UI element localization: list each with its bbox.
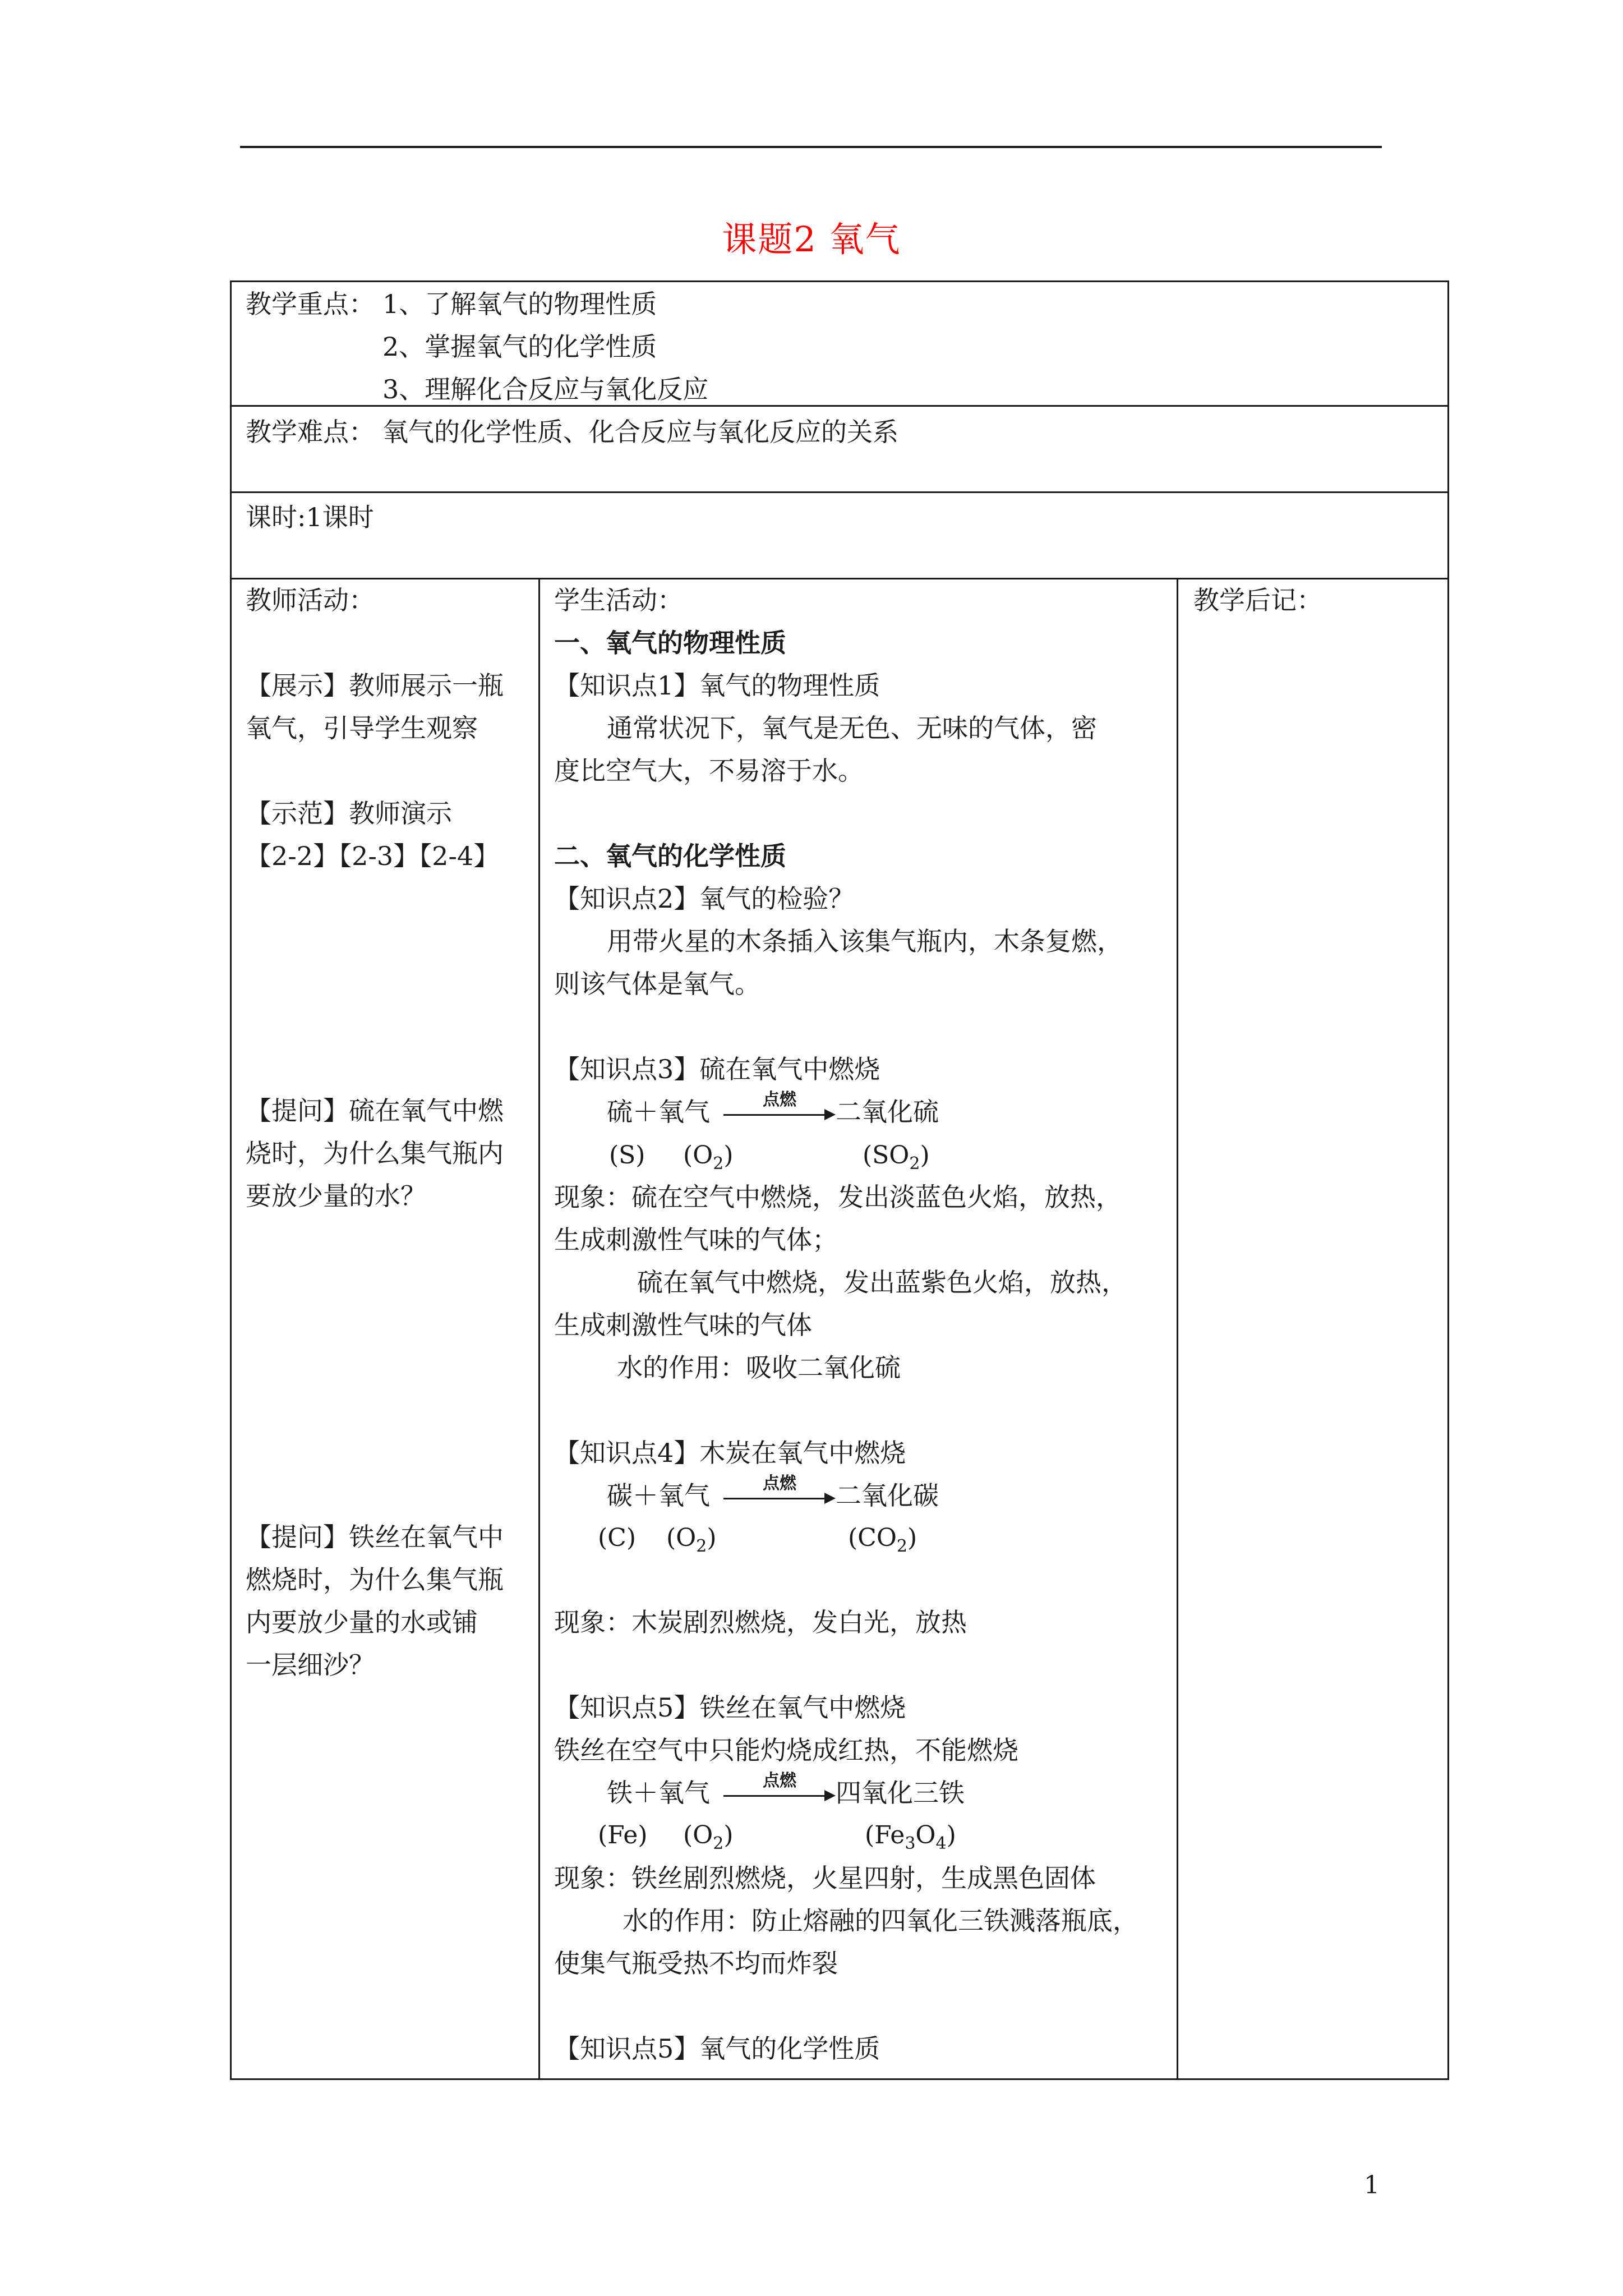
row-divider [230,578,1449,579]
content-line: 通常状况下，氧气是无色、无味的气体，密 [607,713,1097,743]
arrow-head-icon [824,1493,836,1504]
key-point-item: 3、理解化合反应与氧化反应 [382,374,709,404]
equation-reactants: 硫＋氧气 [607,1097,710,1127]
formula-sulfur: (S) [609,1141,645,1170]
duration: 课时:1课时 [246,502,374,532]
content-line: 度比空气大，不易溶于水。 [554,756,864,786]
equation-product: 二氧化碳 [836,1480,939,1511]
formula-iron: (Fe) [598,1821,648,1849]
reaction-condition: 点燃 [763,1090,796,1110]
section-heading: 二、氧气的化学性质 [554,841,786,871]
arrow-head-icon [824,1109,836,1120]
teacher-line: 内要放少量的水或铺 [246,1607,478,1637]
afterword-header: 教学后记： [1193,585,1322,615]
arrow-shaft [723,1498,828,1499]
equation-reactants: 铁＋氧气 [607,1778,710,1808]
header-rule [240,146,1382,148]
student-header: 学生活动： [554,585,683,615]
knowledge-point: 【知识点5】铁丝在氧气中燃烧 [554,1692,906,1723]
key-point-item: 1、了解氧气的物理性质 [382,289,657,319]
knowledge-point: 【知识点5】氧气的化学性质 [554,2033,880,2064]
teacher-line: 一层细沙？ [246,1650,375,1680]
teacher-line: 要放少量的水？ [246,1181,426,1211]
content-line: 生成刺激性气味的气体 [554,1310,812,1340]
section-heading: 一、氧气的物理性质 [554,628,786,658]
teacher-line: 【示范】教师演示 [246,798,452,829]
teacher-line: 【2-2】【2-3】【2-4】 [246,841,500,871]
teacher-line: 【提问】铁丝在氧气中 [246,1522,504,1552]
content-line: 水的作用：吸收二氧化硫 [617,1352,901,1383]
teacher-line: 【提问】硫在氧气中燃 [246,1096,504,1126]
equation-product: 四氧化三铁 [836,1778,965,1808]
content-line: 生成刺激性气味的气体； [554,1225,838,1255]
difficulty-text: 氧气的化学性质、化合反应与氧化反应的关系 [382,417,898,447]
content-line: 现象：硫在空气中燃烧，发出淡蓝色火焰，放热， [554,1182,1122,1212]
knowledge-point: 【知识点1】氧气的物理性质 [554,670,880,701]
formula-carbon: (C) [598,1524,636,1552]
column-divider [1177,578,1178,2080]
reaction-condition: 点燃 [763,1771,796,1791]
content-line: 铁丝在空气中只能灼烧成红热，不能燃烧 [554,1735,1018,1765]
formula-oxygen: $(O_2)$ [666,1524,717,1556]
equation-product: 二氧化硫 [836,1097,939,1127]
row-divider [230,491,1449,493]
arrow-shaft [723,1114,828,1116]
arrow-head-icon [824,1790,836,1801]
key-points-label: 教学重点： [246,289,375,319]
difficulty-label: 教学难点： [246,417,375,447]
reaction-condition: 点燃 [763,1474,796,1493]
formula-sulfur-dioxide: $(SO_2)$ [863,1141,930,1174]
formula-iron-oxide: $(Fe_3O_4)$ [865,1821,956,1853]
content-line: 现象：铁丝剧烈燃烧，火星四射，生成黑色固体 [554,1863,1096,1893]
page-number: 1 [1364,2171,1380,2200]
teacher-line: 烧时，为什么集气瓶内 [246,1138,504,1168]
formula-oxygen: $(O_2)$ [683,1141,734,1174]
teacher-line: 燃烧时，为什么集气瓶 [246,1565,504,1595]
teacher-line: 氧气，引导学生观察 [246,713,478,743]
formula-oxygen: $(O_2)$ [683,1821,734,1853]
page-title: 课题2 氧气 [722,219,901,260]
content-line: 水的作用：防止熔融的四氧化三铁溅落瓶底， [623,1906,1138,1936]
content-line: 现象：木炭剧烈燃烧，发白光，放热 [554,1607,967,1637]
content-line: 使集气瓶受热不均而炸裂 [554,1948,838,1978]
content-line: 用带火星的木条插入该集气瓶内，木条复燃， [607,926,1123,956]
knowledge-point: 【知识点3】硫在氧气中燃烧 [554,1054,880,1084]
key-point-item: 2、掌握氧气的化学性质 [382,332,657,362]
reaction-arrow [723,1090,836,1129]
reaction-arrow [723,1474,836,1512]
content-line: 硫在氧气中燃烧，发出蓝紫色火焰，放热， [637,1267,1127,1297]
formula-carbon-dioxide: $(CO_2)$ [848,1524,917,1556]
knowledge-point: 【知识点2】氧气的检验？ [554,884,855,914]
arrow-shaft [723,1795,828,1797]
knowledge-point: 【知识点4】木炭在氧气中燃烧 [554,1438,906,1468]
content-line: 则该气体是氧气。 [554,969,760,999]
column-divider [538,578,540,2080]
teacher-header: 教师活动： [246,585,375,615]
equation-reactants: 碳＋氧气 [607,1480,710,1511]
teacher-line: 【展示】教师展示一瓶 [246,670,504,701]
reaction-arrow [723,1771,836,1810]
